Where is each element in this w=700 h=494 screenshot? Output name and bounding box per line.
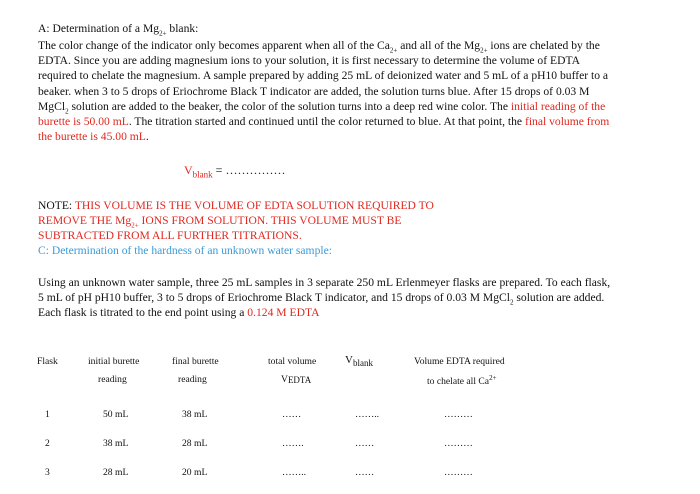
- table-cell-final: 38 mL: [182, 409, 208, 420]
- th-required-2-sup: 2+: [489, 374, 497, 382]
- th-required-2: [427, 374, 497, 387]
- table-cell-vblank: ……..: [355, 409, 379, 420]
- text-run: 2+: [480, 46, 488, 55]
- table-cell-total: ……..: [282, 467, 306, 478]
- text-run: final volume from: [524, 115, 610, 128]
- table-cell-required: ………: [444, 467, 473, 478]
- vblank-line: [184, 163, 285, 179]
- text-run: ions are chelated by the: [487, 39, 600, 52]
- note-line-2-pre: REMOVE THE Mg: [38, 214, 132, 227]
- paragraph-line: [38, 53, 580, 68]
- table-cell-total: …….: [282, 438, 304, 449]
- text-run: initial reading of the: [510, 99, 606, 113]
- th-required-2-text: to chelate all Ca: [427, 376, 490, 388]
- text-run: Each flask is titrated to the end point using a: [38, 306, 248, 320]
- note-line-1-text: THIS VOLUME IS THE VOLUME OF EDTA SOLUTION REQUIRED TO: [74, 199, 434, 212]
- table-cell-flask: 1: [45, 409, 50, 420]
- table-cell-required: ………: [444, 409, 473, 420]
- text-run: . The titration started and continued until the color returned to blue. At that point, the: [128, 115, 525, 128]
- section-a-heading-pre: A: Determination of a Mg: [38, 22, 160, 35]
- text-run: burette is 50.00 mL: [38, 115, 129, 128]
- paragraph-line: [38, 305, 319, 320]
- table-cell-total: ……: [282, 409, 302, 420]
- th-initial-1: initial burette: [88, 356, 140, 367]
- text-run: solution are added.: [513, 291, 605, 305]
- section-a-heading-post: blank:: [166, 22, 199, 35]
- text-run: 2: [65, 107, 69, 116]
- text-run: 5 mL of pH pH10 buffer, 3 to 5 drops of Eriochrome Black T indicator, and 15 drops of 0.03 M MgCl: [38, 291, 510, 305]
- paragraph-line: [38, 275, 610, 290]
- table-cell-initial: 38 mL: [103, 438, 129, 449]
- text-run: Using an unknown water sample, three 25 mL samples in 3 separate 250 mL Erlenmeyer flasks are prepared. To each flask,: [38, 276, 611, 289]
- text-run: beaker. when 3 to 5 drops of Eriochrome Black T indicator are added, the solution turns blue. After 15 drops of 0.03 M: [38, 84, 590, 98]
- th-flask: Flask: [37, 356, 58, 367]
- text-run: EDTA. Since you are adding magnesium ions to your solution, it is first necessary to determine the volume of EDTA: [38, 54, 580, 68]
- table-cell-final: 20 mL: [182, 467, 208, 478]
- table-cell-initial: 28 mL: [103, 467, 129, 478]
- note-prefix: NOTE:: [38, 199, 75, 212]
- text-run: the burette is 45.00 mL: [38, 130, 146, 144]
- section-a-heading-sub: 2+: [159, 29, 167, 38]
- table-cell-flask: 2: [45, 438, 50, 449]
- text-run: 2: [510, 298, 514, 307]
- table-cell-required: ………: [444, 438, 473, 449]
- table-cell-vblank: ……: [355, 467, 375, 478]
- th-total-2: [281, 374, 311, 385]
- th-initial-2: reading: [98, 374, 127, 385]
- vblank-rest: = ……………: [212, 163, 286, 177]
- th-total-2-sub: EDTA: [287, 375, 312, 385]
- table-cell-initial: 50 mL: [103, 409, 129, 420]
- paragraph-line: [38, 114, 609, 129]
- note-line-2-sub: 2+: [131, 221, 139, 230]
- note-line-2-post: IONS FROM SOLUTION. THIS VOLUME MUST BE: [138, 214, 402, 227]
- th-vblank-v: V: [345, 354, 353, 366]
- th-total-2-v: V: [281, 374, 288, 385]
- th-vblank-sub: blank: [352, 358, 373, 369]
- th-required-1: Volume EDTA required: [414, 356, 505, 367]
- table-cell-vblank: ……: [355, 438, 375, 449]
- th-total-1: total volume: [268, 356, 317, 367]
- vblank-label: V: [184, 163, 193, 177]
- text-run: .: [145, 130, 149, 144]
- text-run: The color change of the indicator only becomes apparent when all of the Ca: [38, 39, 390, 52]
- paragraph-line: [38, 129, 149, 144]
- text-run: solution are added to the beaker, the color of the solution turns into a deep red wine color. The: [68, 99, 511, 113]
- note-line-3: SUBTRACTED FROM ALL FURTHER TITRATIONS.: [38, 229, 302, 242]
- table-cell-flask: 3: [45, 467, 50, 478]
- text-run: required to chelate the magnesium. A sample prepared by adding 25 mL of deionized water and 5 mL of a pH10 buffer to a: [38, 69, 609, 83]
- text-run: 2+: [389, 46, 398, 55]
- section-c-heading: C: Determination of the hardness of an unknown water sample:: [38, 244, 332, 257]
- vblank-sub: blank: [192, 169, 213, 180]
- th-final-2: reading: [178, 374, 207, 385]
- note-line-1: [38, 198, 434, 213]
- text-run: MgCl: [38, 99, 66, 113]
- text-run: and all of the Mg: [397, 39, 481, 52]
- table-cell-final: 28 mL: [182, 438, 208, 449]
- paragraph-line: [38, 84, 589, 99]
- th-vblank: [345, 354, 373, 368]
- paragraph-line: [38, 68, 608, 83]
- th-final-1: final burette: [172, 356, 219, 367]
- text-run: 0.124 M EDTA: [247, 306, 320, 320]
